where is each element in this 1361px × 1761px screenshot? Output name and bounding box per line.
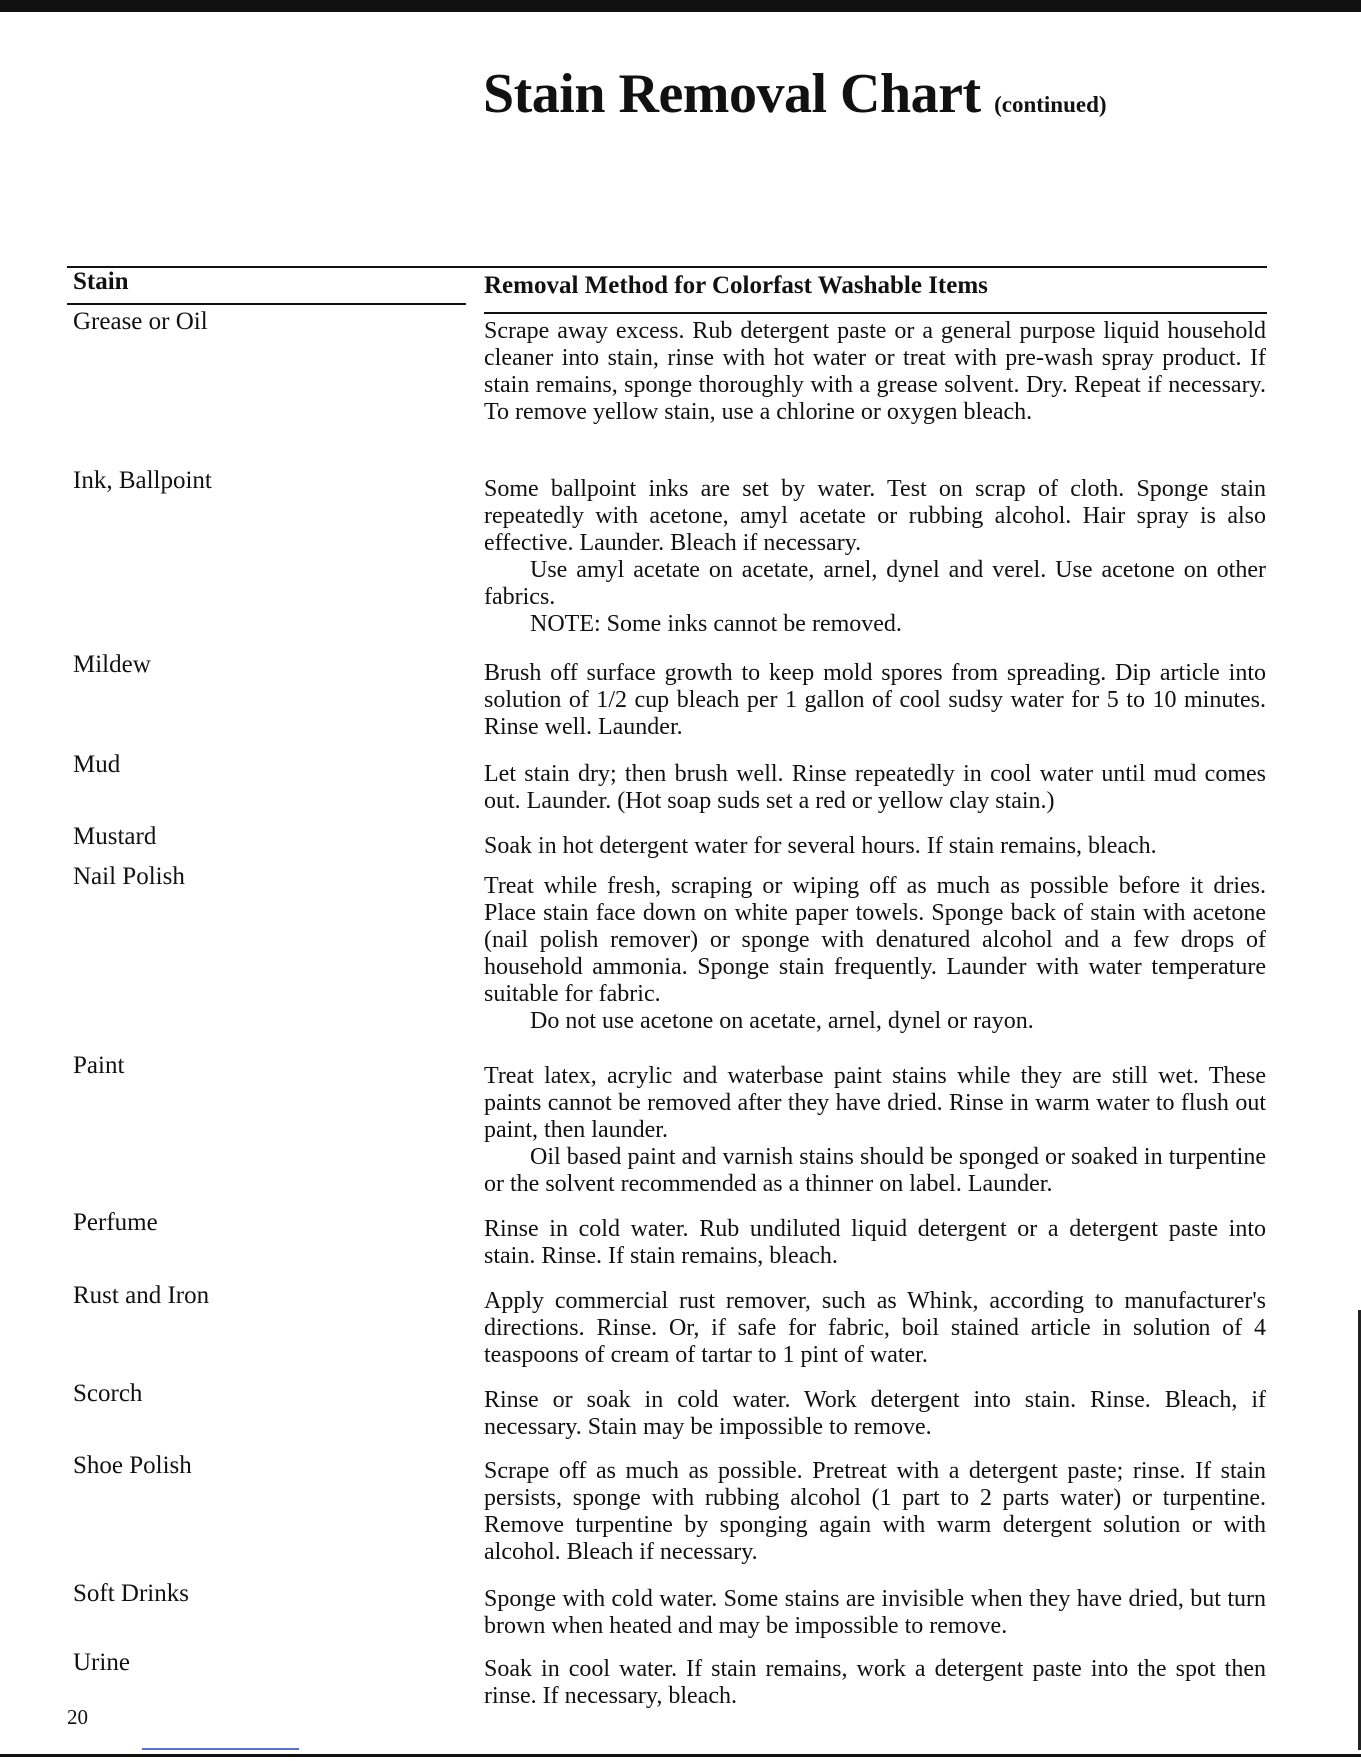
method-paragraph: Rinse or soak in cold water. Work detergent into stain. Rinse. Bleach, if necessary. Stain may be impossible to remove. [484,1387,1266,1440]
column-header-method: Removal Method for Colorfast Washable Items [484,272,988,299]
stain-name: Urine [73,1649,130,1676]
method-paragraph: Scrape away excess. Rub detergent paste or a general purpose liquid household cleaner into stain, rinse with hot water or treat with pre-wash spray product. If stain remains, sponge thoroughly with a grease solvent. Dry. Repeat if necessary. To remove yellow stain, use a chlorine or oxygen bleach. [484,318,1266,425]
stain-name: Scorch [73,1380,143,1407]
stain-name: Mildew [73,651,151,678]
column-header-stain: Stain [73,268,129,295]
method-paragraph: Apply commercial rust remover, such as Whink, according to manufacturer's directions. Rinse. Or, if safe for fabric, boil stained article in solution of 4 teaspoons of cream of tartar to 1 pint of water. [484,1288,1266,1368]
method-paragraph: Some ballpoint inks are set by water. Test on scrap of cloth. Sponge stain repeatedly with acetone, amyl acetate or rubbing alcohol. Hair spray is also effective. Launder. Bleach if necessary. [484,476,1266,556]
stain-name: Shoe Polish [73,1452,192,1479]
stain-name: Mud [73,751,121,778]
method-header-rule [484,312,1267,314]
top-border [0,0,1361,12]
stain-header-rule [67,303,466,305]
stain-name: Nail Polish [73,863,185,890]
bottom-underline [142,1748,299,1750]
stain-name: Mustard [73,823,157,850]
stain-name: Grease or Oil [73,308,208,335]
page-title [483,62,1107,126]
stain-name: Perfume [73,1209,158,1236]
method-paragraph: Use amyl acetate on acetate, arnel, dynel and verel. Use acetone on other fabrics. [484,557,1266,610]
method-paragraph: Scrape off as much as possible. Pretreat with a detergent paste; rinse. If stain persists, sponge with rubbing alcohol (1 part to 2 parts water) or turpentine. Remove turpentine by sponging again with warm detergent solution or with alcohol. Bleach if necessary. [484,1458,1266,1565]
removal-method [484,873,1266,1035]
method-paragraph: Sponge with cold water. Some stains are invisible when they have dried, but turn brown when heated and may be impossible to remove. [484,1586,1266,1639]
method-paragraph: Let stain dry; then brush well. Rinse repeatedly in cool water until mud comes out. Launder. (Hot soap suds set a red or yellow clay stain.) [484,761,1266,814]
method-paragraph: Oil based paint and varnish stains should be sponged or soaked in turpentine or the solvent recommended as a thinner on label. Launder. [484,1144,1266,1197]
removal-method [484,1216,1266,1270]
stain-name: Paint [73,1052,125,1079]
title-main: Stain Removal Chart [483,63,981,125]
stain-name: Ink, Ballpoint [73,467,212,494]
removal-method [484,1586,1266,1640]
removal-method [484,833,1266,860]
removal-method [484,1063,1266,1198]
method-paragraph: Do not use acetone on acetate, arnel, dynel or rayon. [530,1008,1034,1034]
stain-name: Rust and Iron [73,1282,210,1309]
method-paragraph: Soak in hot detergent water for several hours. If stain remains, bleach. [484,833,1157,859]
removal-method [484,476,1266,638]
page-number: 20 [67,1705,88,1729]
stain-name: Soft Drinks [73,1580,189,1607]
bottom-border [0,1754,1361,1757]
method-paragraph: Treat latex, acrylic and waterbase paint stains while they are still wet. These paints cannot be removed after they have dried. Rinse in warm water to flush out paint, then launder. [484,1063,1266,1143]
removal-method [484,1458,1266,1566]
title-sub: (continued) [994,92,1107,117]
method-paragraph: Treat while fresh, scraping or wiping off as much as possible before it dries. Place stain face down on white paper towels. Sponge back of stain with acetone (nail polish remover) or sponge with denatured alcohol and a few drops of household ammonia. Sponge stain frequently. Launder with water temperature suitable for fabric. [484,873,1266,1007]
removal-method [484,761,1266,815]
removal-method [484,318,1266,426]
removal-method [484,1656,1266,1710]
removal-method [484,1387,1266,1441]
method-paragraph: Brush off surface growth to keep mold spores from spreading. Dip article into solution of 1/2 cup bleach per 1 gallon of cool sudsy water for 5 to 10 minutes. Rinse well. Launder. [484,660,1266,740]
method-paragraph: NOTE: Some inks cannot be removed. [530,611,902,637]
table-top-rule [67,266,1267,268]
removal-method [484,660,1266,741]
method-paragraph: Rinse in cold water. Rub undiluted liquid detergent or a detergent paste into stain. Rinse. If stain remains, bleach. [484,1216,1266,1269]
method-paragraph: Soak in cool water. If stain remains, work a detergent paste into the spot then rinse. If necessary, bleach. [484,1656,1266,1709]
removal-method [484,1288,1266,1369]
